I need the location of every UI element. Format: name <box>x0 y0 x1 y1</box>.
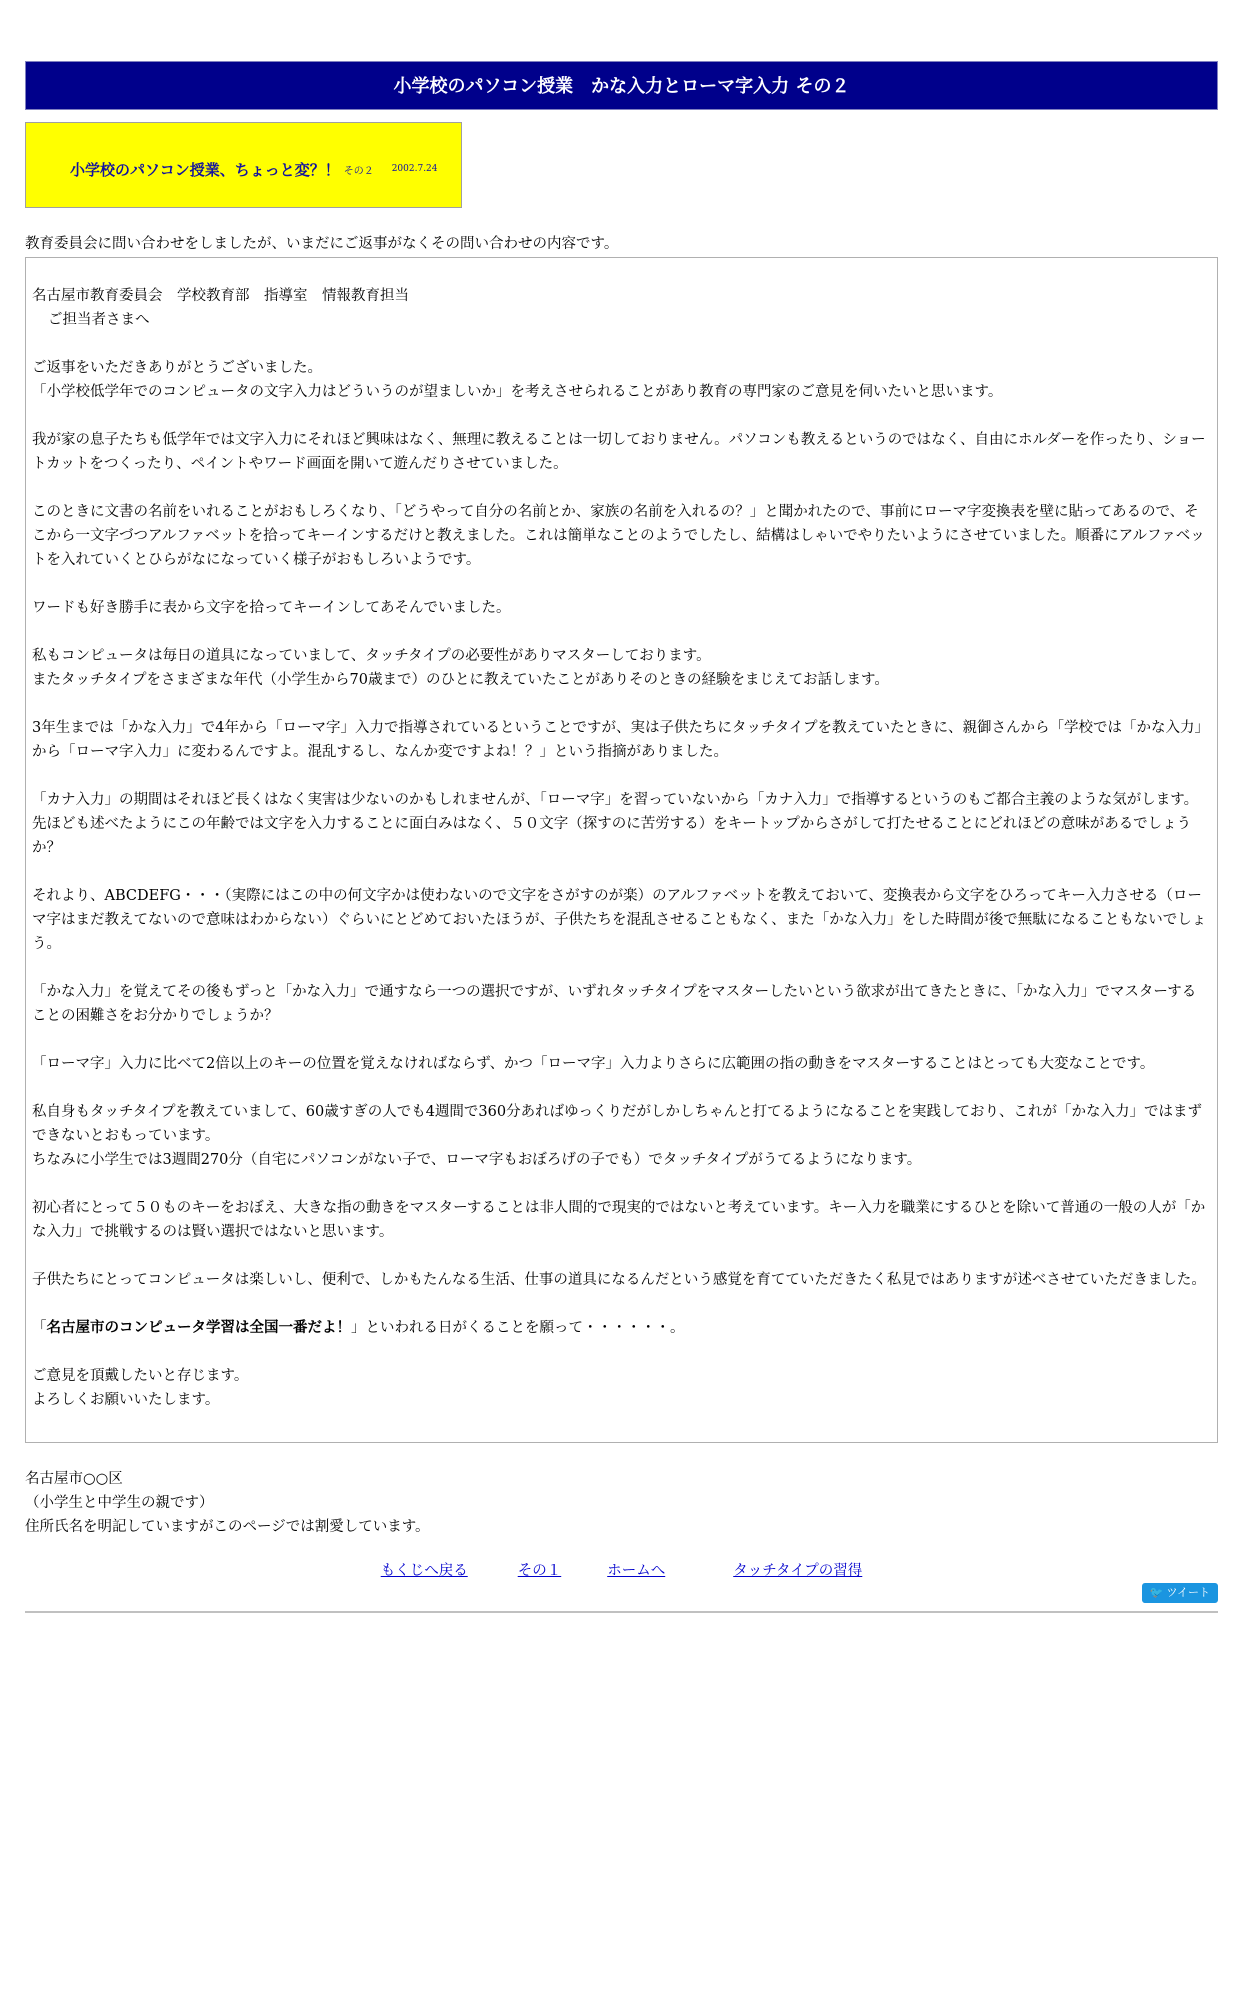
letter-box <box>25 257 1218 1443</box>
letter-paragraph: 子供たちにとってコンピュータは楽しいし、便利で、しかもたんなる生活、仕事の道具になるんだという感覚を育てていただきたく私見ではありますが述べさせていただきました。 <box>32 1272 1206 1288</box>
subtitle-box <box>25 122 462 208</box>
sender-line: （小学生と中学生の親です） <box>25 1495 214 1511</box>
footer-nav <box>25 1561 1218 1581</box>
letter-paragraph: 「ローマ字」入力に比べて2倍以上のキーの位置を覚えなければならず、かつ「ローマ字」入力よりさらに広範囲の指の動きをマスターすることはとっても大変なことです。 <box>32 1056 1155 1072</box>
divider <box>25 1611 1218 1613</box>
letter-salutation: ご担当者さまへ <box>48 312 150 328</box>
tweet-row <box>25 1583 1218 1605</box>
letter-thanks: ご返事をいただきありがとうございました。 <box>32 360 322 376</box>
tweet-label: ツイート <box>1166 1586 1210 1599</box>
page-title: 小学校のパソコン授業 かな入力とローマ字入力 その２ <box>25 61 1218 110</box>
letter-paragraph: 「カナ入力」の期間はそれほど長くはなく実害は少ないのかもしれませんが、「ローマ字」を習っていないから「カナ入力」で指導するというのもご都合主義のような気がします。 <box>32 792 1199 808</box>
sender-info <box>25 1467 1218 1539</box>
letter-question: 「小学校低学年でのコンピュータの文字入力はどういうのが望ましいか」を考えさせられることがあり教育の専門家のご意見を伺いたいと思います。 <box>32 384 1003 400</box>
letter-paragraph: 3年生までは「かな入力」で4年から「ローマ字」入力で指導されているということですが、実は子供たちにタッチタイプを教えていたときに、親御さんから「学校では「かな入力」から「ローマ字入力」に変わるんですよ。混乱するし、なんか変ですよね！？」という指摘がありました。 <box>32 720 1202 760</box>
slogan-rest: 」といわれる日がくることを願って・・・・・・。 <box>351 1320 685 1336</box>
subtitle-main: 小学校のパソコン授業、ちょっと変？！ <box>70 160 340 179</box>
page <box>25 61 1218 1613</box>
letter-paragraph: ちなみに小学生では3週間270分（自宅にパソコンがない子で、ローマ字もおぼろげの子でも）でタッチタイプがうてるようになります。 <box>32 1152 922 1168</box>
subtitle-part: その２ <box>343 165 374 177</box>
subtitle-date: 2002.7.24 <box>391 164 438 174</box>
slogan-open: 「 <box>32 1320 47 1336</box>
letter-paragraph: ワードも好き勝手に表から文字を拾ってキーインしてあそんでいました。 <box>32 600 511 616</box>
letter-paragraph: 先ほども述べたようにこの年齢では文字を入力することに面白みはなく、５０文字（探すのに苦労する）をキートップからさがして打たせることにどれほどの意味があるでしょうか？ <box>32 816 1192 856</box>
letter-slogan <box>32 1316 1207 1340</box>
letter-paragraph: またタッチタイプをさまざまな年代（小学生から70歳まで）のひとに教えていたことがありそのときの経験をまじえてお話します。 <box>32 672 889 688</box>
nav-link-home[interactable]: ホームへ <box>607 1563 666 1579</box>
sender-line: 名古屋市○○区 <box>25 1471 123 1487</box>
letter-paragraph: 我が家の息子たちも低学年では文字入力にそれほど興味はなく、無理に教えることは一切しておりません。パソコンも教えるというのではなく、自由にホルダーを作ったり、ショートカットをつくったり、ペイントやワード画面を開いて遊んだりさせていました。 <box>32 432 1206 472</box>
nav-link-part1[interactable]: その１ <box>517 1563 562 1579</box>
bird-icon: 🐦 <box>1149 1586 1164 1599</box>
letter-paragraph: 私自身もタッチタイプを教えていまして、60歳すぎの人でも4週間で360分あればゆっくりだがしかしちゃんと打てるようになることを実践しており、これが「かな入力」ではまずできないとおもっています。 <box>32 1104 1202 1144</box>
nav-link-touch-type[interactable]: タッチタイプの習得 <box>733 1563 863 1579</box>
letter-addressee: 名古屋市教育委員会 学校教育部 指導室 情報教育担当 <box>32 288 409 304</box>
intro-text: 教育委員会に問い合わせをしましたが、いまだにご返事がなくその問い合わせの内容です。 <box>25 236 619 252</box>
letter-closing: よろしくお願いいたします。 <box>32 1392 220 1408</box>
letter-closing: ご意見を頂戴したいと存じます。 <box>32 1368 249 1384</box>
letter-paragraph: 初心者にとって５０ものキーをおぼえ、大きな指の動きをマスターすることは非人間的で現実的ではないと考えています。キー入力を職業にするひとを除いて普通の一般の人が「かな入力」で挑戦するのは賢い選択ではないと思います。 <box>32 1200 1206 1240</box>
sender-line: 住所氏名を明記していますがこのページでは割愛しています。 <box>25 1519 430 1535</box>
letter-paragraph: 私もコンピュータは毎日の道具になっていまして、タッチタイプの必要性がありマスターしております。 <box>32 648 711 664</box>
nav-link-toc[interactable]: もくじへ戻る <box>380 1563 468 1579</box>
slogan-bold: 名古屋市のコンピュータ学習は全国一番だよ！ <box>46 1319 351 1336</box>
letter-paragraph: 「かな入力」を覚えてその後もずっと「かな入力」で通すなら一つの選択ですが、いずれタッチタイプをマスターしたいという欲求が出てきたときに、「かな入力」でマスターすることの困難さをお分かりでしょうか？ <box>32 984 1197 1024</box>
tweet-button[interactable] <box>1142 1583 1218 1603</box>
letter-paragraph: それより、ABCDEFG・・・（実際にはこの中の何文字かは使わないので文字をさがすのが楽）のアルファベットを教えておいて、変換表から文字をひろってキー入力させる（ローマ字はまだ教えてないので意味はわからない）ぐらいにとどめておいたほうが、子供たちを混乱させることもなく、また「かな入力」をした時間が後で無駄になることもないでしょう。 <box>32 888 1207 952</box>
letter-paragraph: このときに文書の名前をいれることがおもしろくなり、「どうやって自分の名前とか、家族の名前を入れるの？」と聞かれたので、事前にローマ字変換表を壁に貼ってあるので、そこから一文字づつアルファベットを拾ってキーインするだけと教えました。これは簡単なことのようでしたし、結構はしゃいでやりたいようにさせていました。順番にアルファベットを入れていくとひらがなになっていく様子がおもしろいようです。 <box>32 504 1205 568</box>
